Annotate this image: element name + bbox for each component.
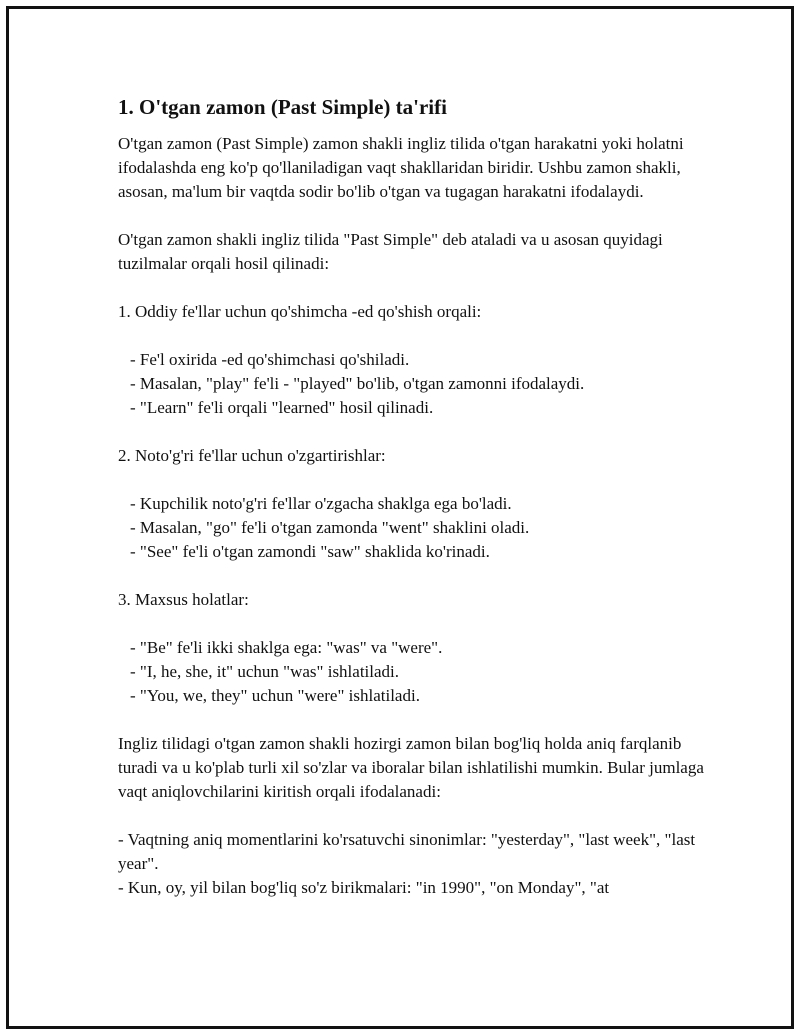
list-item: - Masalan, "go" fe'li o'tgan zamonda "went" shaklini oladi. (130, 518, 530, 537)
list-item: - Masalan, "play" fe'li - "played" bo'lib, o'tgan zamonni ifodalaydi. (130, 374, 585, 393)
list-item: - "I, he, she, it" uchun "was" ishlatiladi. (130, 662, 400, 681)
list-item: - Kupchilik noto'g'ri fe'llar o'zgacha shaklga ega bo'ladi. (130, 494, 512, 513)
document-title: 1. O'tgan zamon (Past Simple) ta'rifi (118, 95, 447, 119)
list-item: - "Learn" fe'li orqali "learned" hosil qilinadi. (130, 398, 434, 417)
document-body (118, 92, 708, 900)
section-list-2 (118, 492, 708, 564)
list-item: - "See" fe'li o'tgan zamondi "saw" shaklida ko'rinadi. (130, 542, 490, 561)
closing-paragraph: Ingliz tilidagi o'tgan zamon shakli hozirgi zamon bilan bog'liq holda aniq farqlanib turadi va u ko'plab turli xil so'zlar va iboralar bilan ishlatilishi mumkin. Bular jumlaga vaqt aniqlovchilarini kiritish orqali ifodalanadi: (118, 734, 704, 801)
list-item: - "Be" fe'li ikki shaklga ega: "was" va "were". (130, 638, 443, 657)
intro-paragraph-1: O'tgan zamon (Past Simple) zamon shakli ingliz tilida o'tgan harakatni yoki holatni ifodalashda eng ko'p qo'llaniladigan vaqt shakllaridan biridir. Ushbu zamon shakli, asosan, ma'lum bir vaqtda sodir bo'lib o'tgan va tugagan harakatni ifodalaydi. (118, 134, 684, 201)
section-list-1 (118, 348, 708, 420)
time-expressions-list (118, 828, 708, 900)
list-item: - Fe'l oxirida -ed qo'shimchasi qo'shiladi. (130, 350, 410, 369)
intro-paragraph-2: O'tgan zamon shakli ingliz tilida "Past Simple" deb ataladi va u asosan quyidagi tuzilmalar orqali hosil qilinadi: (118, 230, 663, 273)
list-item: - Kun, oy, yil bilan bog'liq so'z birikmalari: "in 1990", "on Monday", "at (118, 878, 610, 897)
section-heading-3: 3. Maxsus holatlar: (118, 590, 249, 609)
section-list-3 (118, 636, 708, 708)
section-heading-1: 1. Oddiy fe'llar uchun qo'shimcha -ed qo'shish orqali: (118, 302, 482, 321)
list-item: - "You, we, they" uchun "were" ishlatiladi. (130, 686, 420, 705)
section-heading-2: 2. Noto'g'ri fe'llar uchun o'zgartirishlar: (118, 446, 386, 465)
list-item: - Vaqtning aniq momentlarini ko'rsatuvchi sinonimlar: "yesterday", "last week", "last year". (118, 830, 696, 873)
